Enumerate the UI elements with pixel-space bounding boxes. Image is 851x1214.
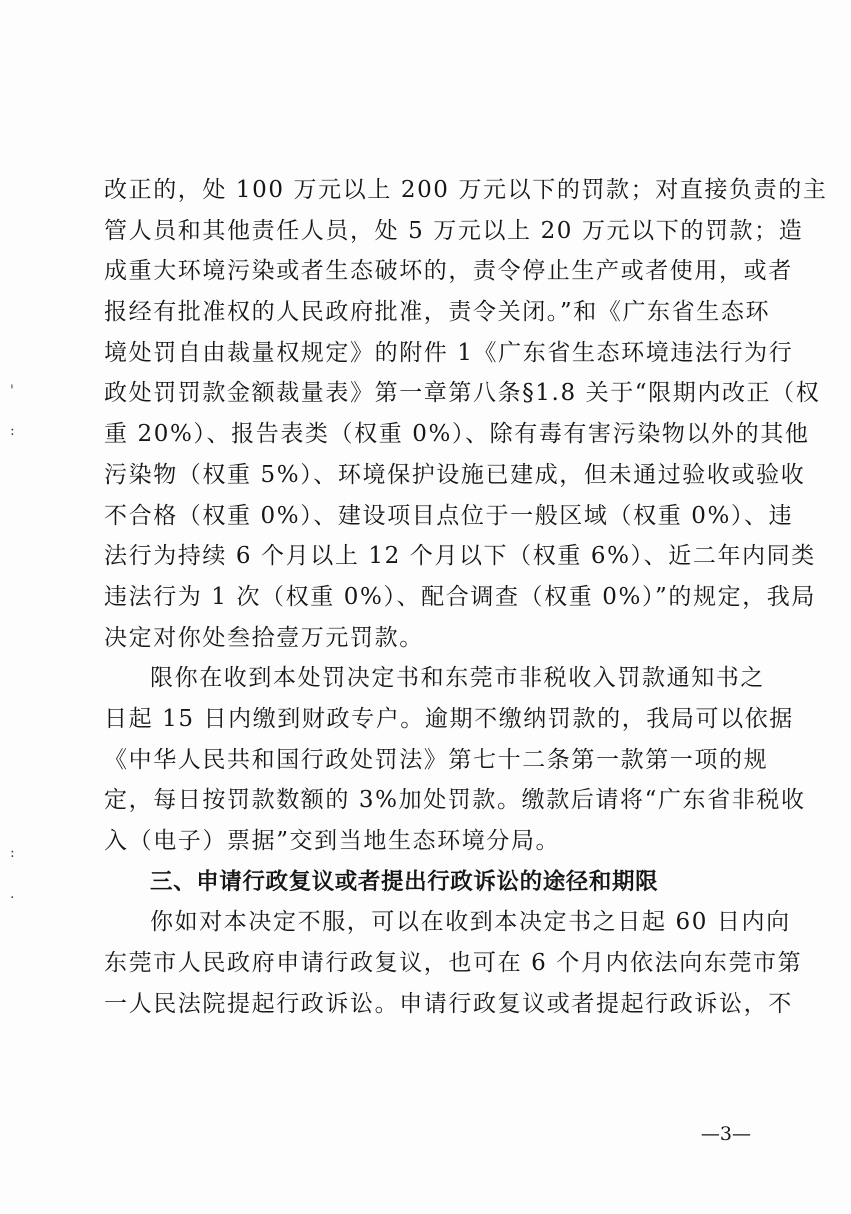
paragraph-1-line-11: 违法行为 1 次（权重 0%）、配合调查（权重 0%）”的规定，我局 xyxy=(104,583,817,610)
paragraph-2-line-5: 入（电子）票据”交到当地生态环境分局。 xyxy=(104,828,561,854)
paragraph-3-line-2: 东莞市人民政府申请行政复议，也可在 6 个月内依法向东莞市第 xyxy=(104,950,803,977)
section-heading: 三、申请行政复议或者提出行政诉讼的途径和期限 xyxy=(150,868,659,895)
paragraph-1-line-3: 成重大环境污染或者生态破坏的，责令停止生产或者使用，或者 xyxy=(104,258,793,285)
binding-mark: ' xyxy=(10,383,14,399)
paragraph-1-line-2: 管人员和其他责任人员，处 5 万元以上 20 万元以下的罚款；造 xyxy=(104,217,804,244)
paragraph-1-line-4: 报经有批准权的人民政府批准，责令关闭。”和《广东省生态环 xyxy=(104,299,771,326)
paragraph-1-line-1: 改正的，处 100 万元以上 200 万元以下的罚款；对直接负责的主 xyxy=(104,177,828,203)
page-number: —3— xyxy=(700,1123,751,1145)
paragraph-3-line-1: 你如对本决定不服，可以在收到本决定书之日起 60 日内向 xyxy=(150,909,791,936)
paragraph-2-line-3: 《中华人民共和国行政处罚法》第七十二条第一款第一项的规 xyxy=(104,746,769,773)
paragraph-1-line-9: 不合格（权重 0%）、建设项目点位于一般区域（权重 0%）、违 xyxy=(104,502,794,529)
paragraph-1-line-5: 境处罚自由裁量权规定》的附件 1《广东省生态环境违法行为行 xyxy=(104,339,794,366)
paragraph-2-line-2: 日起 15 日内缴到财政专户。逾期不缴纳罚款的，我局可以依据 xyxy=(104,705,794,732)
binding-mark: : xyxy=(10,845,15,861)
binding-mark: : xyxy=(10,423,15,439)
paragraph-1-line-12: 决定对你处叁拾壹万元罚款。 xyxy=(104,624,424,651)
paragraph-1-line-6: 政处罚罚款金额裁量表》第一章第八条§1.8 关于“限期内改正（权 xyxy=(104,380,821,407)
document-body xyxy=(104,170,828,1024)
paragraph-1-line-8: 污染物（权重 5%）、环境保护设施已建成，但未通过验收或验收 xyxy=(104,461,806,488)
paragraph-2-line-4: 定，每日按罚款数额的 3%加处罚款。缴款后请将“广东省非税收 xyxy=(104,787,806,814)
paragraph-1-line-7: 重 20%）、报告表类（权重 0%）、除有毒有害污染物以外的其他 xyxy=(104,421,810,448)
paragraph-3-line-3: 一人民法院提起行政诉讼。申请行政复议或者提起行政诉讼，不 xyxy=(104,990,793,1017)
paragraph-1-line-10: 法行为持续 6 个月以上 12 个月以下（权重 6%）、近二年内同类 xyxy=(104,543,816,570)
paragraph-2-line-1: 限你在收到本处罚决定书和东莞市非税收入罚款通知书之 xyxy=(150,665,765,692)
binding-mark: . xyxy=(10,886,15,902)
